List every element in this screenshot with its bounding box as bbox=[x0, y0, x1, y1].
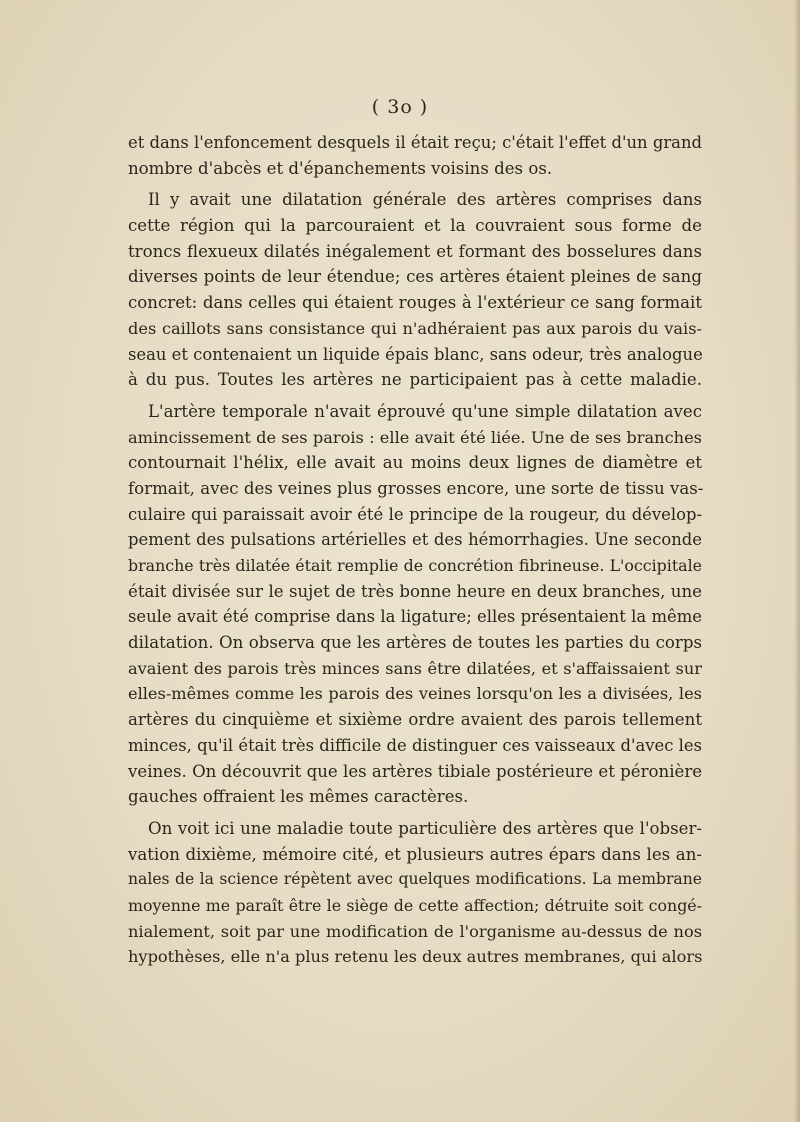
text-line: minces, qu'il était très difficile de distinguer ces vaisseaux d'avec les bbox=[128, 735, 702, 755]
text-line: concret: dans celles qui étaient rouges à l'extérieur ce sang formait bbox=[128, 293, 702, 313]
text-line: hypothèses, elle n'a plus retenu les deux autres membranes, qui alors bbox=[128, 947, 703, 967]
text-line: et dans l'enfoncement desquels il était reçu; c'était l'effet d'un grand bbox=[128, 133, 702, 152]
page-number: ( 3o ) bbox=[371, 96, 429, 118]
page-edge-shadow bbox=[794, 0, 800, 1122]
text-line: branche très dilatée était remplie de concrétion fibrineuse. L'occipitale bbox=[128, 556, 702, 575]
text-line: nombre d'abcès et d'épanchements voisins des os. bbox=[128, 158, 553, 178]
text-line: nialement, soit par une modification de l'organisme au-dessus de nos bbox=[128, 921, 702, 941]
text-line: moyenne me paraît être le siège de cette affection; détruite soit congé- bbox=[128, 895, 702, 915]
paragraph-3 bbox=[128, 399, 702, 810]
text-line: avaient des parois très minces sans être dilatées, et s'affaissaient sur bbox=[128, 658, 702, 678]
paragraph-1 bbox=[128, 130, 702, 181]
text-line: gauches offraient les mêmes caractères. bbox=[128, 787, 469, 807]
text-line: artères du cinquième et sixième ordre avaient des parois tellement bbox=[128, 710, 702, 730]
text-line: seule avait été comprise dans la ligature; elles présentaient la même bbox=[128, 607, 702, 627]
text-line: elles-mêmes comme les parois des veines lorsqu'on les a divisées, les bbox=[128, 684, 702, 704]
text-line: cette région qui la parcouraient et la couvraient sous forme de bbox=[128, 216, 702, 236]
text-line: nales de la science répètent avec quelques modifications. La membrane bbox=[128, 870, 702, 889]
text-line: à du pus. Toutes les artères ne participaient pas à cette maladie. bbox=[128, 370, 702, 390]
text-line: amincissement de ses parois : elle avait été liée. Une de ses branches bbox=[128, 427, 702, 447]
text-line: vation dixième, mémoire cité, et plusieurs autres épars dans les an- bbox=[128, 844, 702, 864]
text-line: dilatation. On observa que les artères de toutes les parties du corps bbox=[128, 633, 702, 653]
text-line: formait, avec des veines plus grosses encore, une sorte de tissu vas- bbox=[128, 478, 704, 498]
text-line: des caillots sans consistance qui n'adhéraient pas aux parois du vais- bbox=[128, 318, 702, 338]
text-line: L'artère temporale n'avait éprouvé qu'une simple dilatation avec bbox=[148, 401, 702, 421]
text-line: pement des pulsations artérielles et des hémorrhagies. Une seconde bbox=[128, 530, 702, 550]
text-line: seau et contenaient un liquide épais blanc, sans odeur, très analogue bbox=[128, 344, 703, 364]
text-line: contournait l'hélix, elle avait au moins deux lignes de diamètre et bbox=[128, 453, 702, 473]
paragraph-2 bbox=[128, 187, 702, 393]
text-line: troncs flexueux dilatés inégalement et formant des bosselures dans bbox=[128, 241, 702, 261]
text-line: Il y avait une dilatation générale des artères comprises dans bbox=[148, 190, 702, 210]
text-line: était divisée sur le sujet de très bonne heure en deux branches, une bbox=[128, 581, 702, 601]
text-line: culaire qui paraissait avoir été le principe de la rougeur, du dévelop- bbox=[128, 504, 702, 524]
body-text bbox=[128, 130, 702, 976]
text-line: diverses points de leur étendue; ces artères étaient pleines de sang bbox=[128, 267, 702, 287]
paragraph-4 bbox=[128, 816, 702, 970]
text-line: veines. On découvrit que les artères tibiale postérieure et péronière bbox=[128, 761, 703, 781]
text-line: On voit ici une maladie toute particulière des artères que l'obser- bbox=[148, 818, 702, 838]
